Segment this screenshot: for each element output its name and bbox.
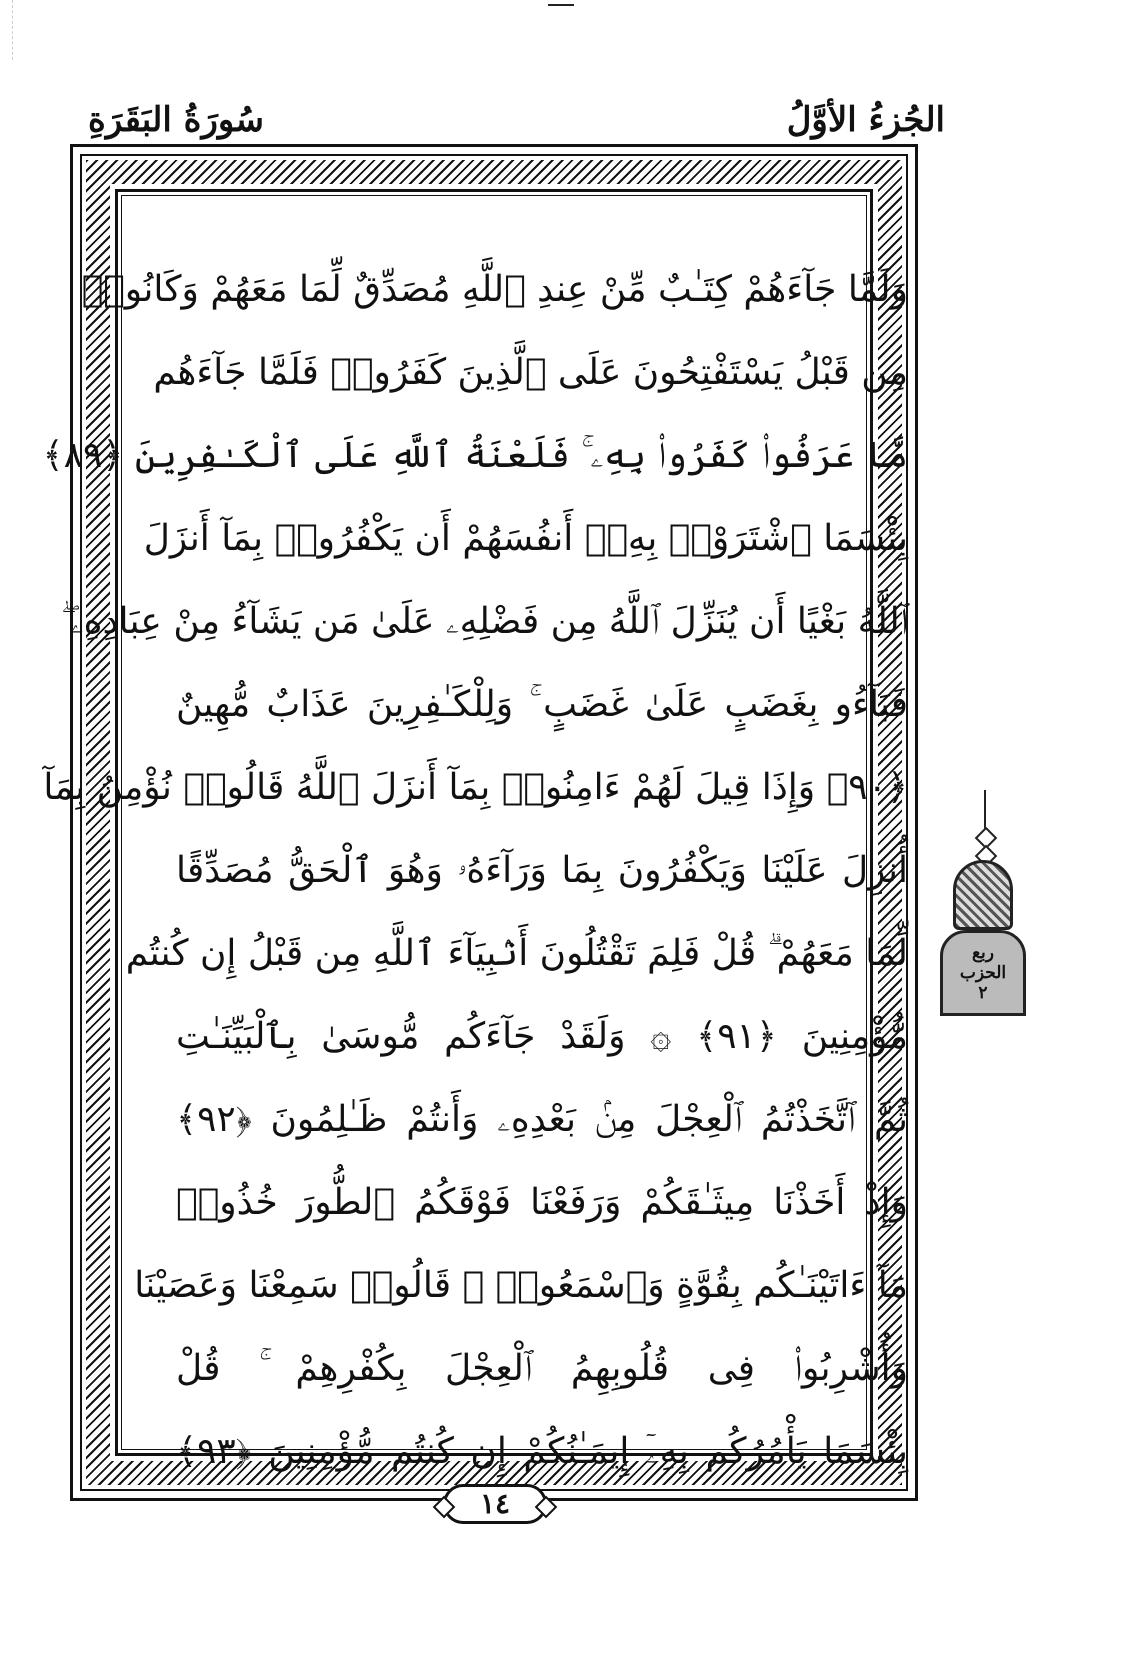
juz-title: الجُزءُ الأوَّلُ <box>786 100 945 140</box>
verse-line: مَّا عَرَفُوا۟ كَفَرُوا۟ بِهِۦ ۚ فَلَعْنَةُ ٱللَّهِ عَلَى ٱلْكَـٰفِرِينَ ﴿٨٩﴾ <box>42 435 908 476</box>
marker-plate <box>940 930 1026 1016</box>
verse-line: ٱللَّهُ بَغْيًا أَن يُنَزِّلَ ٱللَّهُ مِن فَضْلِهِۦ عَلَىٰ مَن يَشَآءُ مِنْ عِبَادِهِۦ ۖ <box>60 601 908 642</box>
verse-line: وَأُشْرِبُوا۟ فِى قُلُوبِهِمُ ٱلْعِجْلَ بِكُفْرِهِمْ ۚ قُلْ <box>176 1348 908 1389</box>
page-number: ١٤ <box>443 1484 547 1524</box>
marker-label-number: ٢ <box>978 983 988 1003</box>
verse-line: بِئْسَمَا ٱشْتَرَوْا۟ بِهِۦٓ أَنفُسَهُمْ أَن يَكْفُرُوا۟ بِمَآ أَنزَلَ <box>143 518 908 559</box>
verse-line: مُّؤْمِنِينَ ﴿٩١﴾ ۞ وَلَقَدْ جَآءَكُم مُّوسَىٰ بِٱلْبَيِّنَـٰتِ <box>176 1016 908 1057</box>
verse-line: فَبَآءُو بِغَضَبٍ عَلَىٰ غَضَبٍ ۚ وَلِلْكَـٰفِرِينَ عَذَابٌ مُّهِينٌ <box>176 684 908 725</box>
page-frame <box>42 144 918 1501</box>
verse-line: أُنزِلَ عَلَيْنَا وَيَكْفُرُونَ بِمَا وَرَآءَهُۥ وَهُوَ ٱلْحَقُّ مُصَدِّقًا <box>176 850 908 891</box>
text-panel <box>42 189 908 1472</box>
verse-line: وَلَمَّا جَآءَهُمْ كِتَـٰبٌ مِّنْ عِندِ ٱللَّهِ مُصَدِّقٌ لِّمَا مَعَهُمْ وَكَانُوا۟ <box>81 269 908 310</box>
scan-edge-line <box>12 0 14 60</box>
marker-label-quarter: ربع <box>972 943 994 963</box>
marker-dome-ornament <box>953 860 1013 930</box>
top-crop-mark <box>548 4 574 6</box>
verse-line: مِن قَبْلُ يَسْتَفْتِحُونَ عَلَى ٱلَّذِينَ كَفَرُوا۟ فَلَمَّا جَآءَهُم <box>153 352 908 393</box>
verse-line: لِّمَا مَعَهُمْ ۗ قُلْ فَلِمَ تَقْتُلُونَ أَنۢبِيَآءَ ٱللَّهِ مِن قَبْلُ إِن كُنتُم <box>125 933 908 974</box>
verse-line: مَآ ءَاتَيْنَـٰكُم بِقُوَّةٍ وَٱسْمَعُوا۟ ۖ قَالُوا۟ سَمِعْنَا وَعَصَيْنَا <box>134 1265 908 1306</box>
verse-line: ﴿٩٠﴾ وَإِذَا قِيلَ لَهُمْ ءَامِنُوا۟ بِمَآ أَنزَلَ ٱللَّهُ قَالُوا۟ نُؤْمِنُ بِمَآ <box>43 767 908 808</box>
surah-title: سُورَةُ البَقَرَةِ <box>88 100 264 140</box>
hizb-quarter-marker <box>935 790 1035 1030</box>
verse-line: ثُمَّ ٱتَّخَذْتُمُ ٱلْعِجْلَ مِنۢ بَعْدِهِۦ وَأَنتُمْ ظَـٰلِمُونَ ﴿٩٢﴾ <box>176 1099 908 1140</box>
verse-line: بِئْسَمَا يَأْمُرُكُم بِهِۦٓ إِيمَـٰنُكُمْ إِن كُنتُم مُّؤْمِنِينَ ﴿٩٣﴾ <box>176 1431 908 1472</box>
marker-label-hizb: الحزب <box>959 963 1007 983</box>
verse-block <box>42 248 908 1493</box>
verse-line: وَإِذْ أَخَذْنَا مِيثَـٰقَكُمْ وَرَفَعْنَا فَوْقَكُمُ ٱلطُّورَ خُذُوا۟ <box>176 1182 908 1223</box>
